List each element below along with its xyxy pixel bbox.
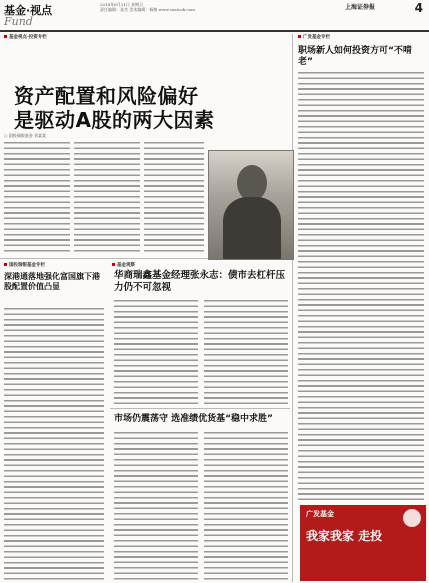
masthead-meta xyxy=(100,2,320,12)
column-label: 基金观察 xyxy=(112,262,135,270)
ad-slogan: 我家我家 走投 xyxy=(306,529,383,543)
market-body-col2 xyxy=(204,432,288,580)
lead-body-col1 xyxy=(4,142,70,254)
left-headline: 深港通落地强化富国旗下港股配置价值凸显 xyxy=(4,272,100,291)
paper-name: 上海证券报 xyxy=(345,4,376,11)
middle-headline: 华商瑞鑫基金经理张永志：债市去杠杆压力仍不可忽视 xyxy=(114,270,286,293)
advertisement[interactable] xyxy=(300,505,426,581)
masthead xyxy=(0,0,429,32)
right-body xyxy=(298,72,424,500)
column-label: 基金视点·投资专栏 xyxy=(4,34,47,42)
left-body xyxy=(4,308,104,580)
portrait-body xyxy=(223,197,281,259)
portrait-head xyxy=(237,165,267,201)
lead-headline-line1: 资产配置和风险偏好 xyxy=(14,84,199,108)
column-label: 国投瑞银基金专栏 xyxy=(4,262,45,270)
ad-brand: 广发基金 xyxy=(306,510,334,518)
section-title-en: Fund xyxy=(4,15,33,28)
market-headline: 市场仍震荡守 选准绩优货基“稳中求胜” xyxy=(114,414,273,424)
lead-byline: ○ 国投瑞银基金 刘某某 xyxy=(4,133,47,138)
market-body-col1 xyxy=(114,432,198,580)
right-headline: 职场新人如何投资方可“不啃老” xyxy=(298,46,412,67)
column-label: 广发基金专栏 xyxy=(298,34,330,42)
middle-body-col2 xyxy=(204,300,288,404)
middle-body-col1 xyxy=(114,300,198,404)
lead-headline-line2: 是驱动A股的两大因素 xyxy=(14,108,215,132)
masthead-editors: 责任编辑：张杰 美术编辑：杨黎 www.cnstock.com xyxy=(100,7,195,12)
column-divider xyxy=(292,34,293,582)
section-title: 基金·视点 xyxy=(4,4,53,17)
lead-body-col3 xyxy=(144,142,204,254)
portrait-photo xyxy=(208,150,294,260)
lead-body-col2 xyxy=(74,142,140,254)
masthead-date: 2018年6月21日 星期日 xyxy=(100,2,144,7)
brand-logo-icon xyxy=(403,509,421,527)
section-divider xyxy=(110,408,290,409)
page-number: 4 xyxy=(414,1,423,15)
